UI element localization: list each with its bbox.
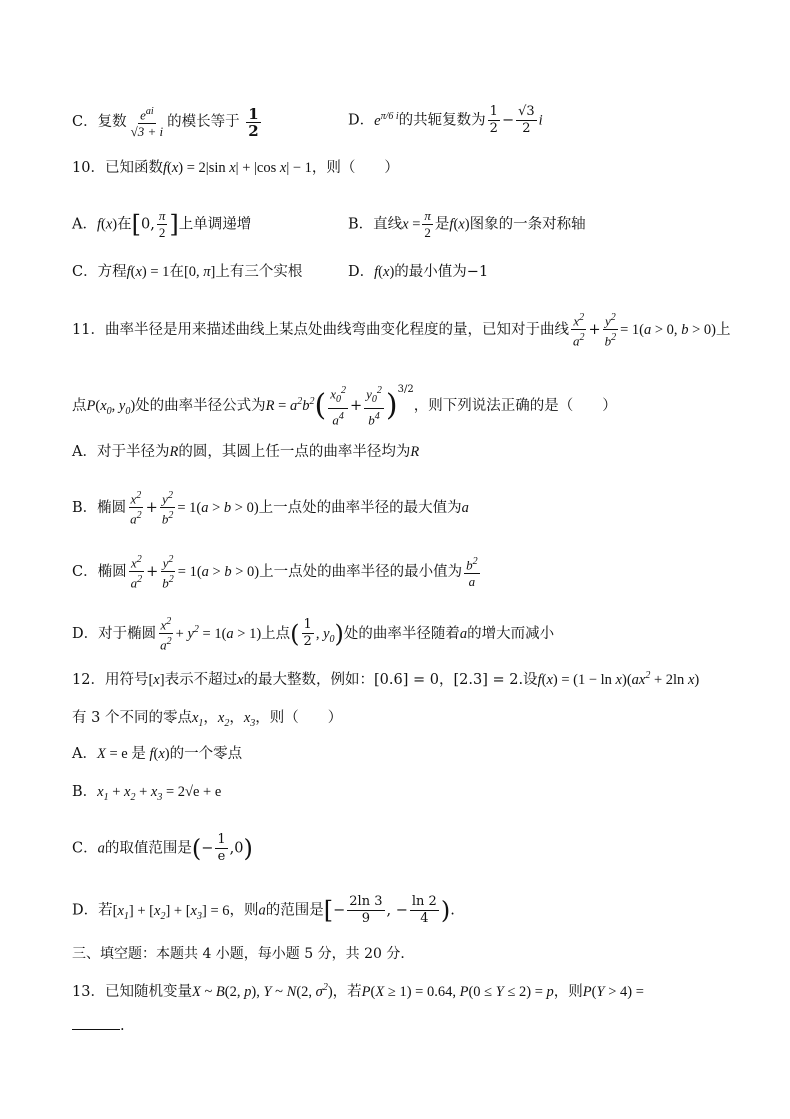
question-text: 处的曲率半径公式为 [135, 398, 266, 414]
q13-stem: 13．已知随机变量X ~ B(2, p), Y ~ N(2, $\sigma^2$)，若P(X ≥ 1) = 0.64, P(0 ≤ Y ≤ 2) = p，则P(Y > 4) = [72, 982, 644, 1000]
q10-stem [72, 158, 399, 178]
formula: $\frac{1}{2}$ [248, 104, 259, 140]
option-label: A．对于半径为 [72, 444, 170, 460]
option-text: 图象的一条对称轴 [469, 216, 586, 233]
formula: f(x) = 1 [126, 264, 170, 280]
option-text: 的模长等于 [167, 114, 240, 131]
q10-option-a: A．f(x)在[0, $\frac{\pi}{2}$ ]上单调递增 [72, 208, 252, 240]
option-text: 上有三个实根 [215, 264, 303, 280]
option-label: B．直线 [348, 216, 403, 233]
option-label: B．椭圆 [72, 499, 127, 516]
formula: f(x) = 2|sin x| + |cos x| − 1 [162, 160, 312, 176]
option-text: 的共轭复数为 [398, 112, 486, 129]
formula: $e^{\pi/6 i}$ [374, 110, 399, 129]
option-text: ，则 [229, 902, 259, 919]
question-text: ，则（ ） [311, 160, 399, 176]
q10-option-b: B．直线x = $\frac{\pi}{2}$ 是f(x)图象的一条对称轴 [348, 208, 586, 240]
question-text: 上 [715, 321, 731, 338]
q12-stem-line2: 有 3 个不同的零点$x_1$，$x_2$，$x_3$，则（ ） [72, 710, 343, 729]
section-title: 三、填空题：本题共 4 小题，每小题 5 分，共 20 分． [72, 946, 415, 962]
q9-option-c [72, 104, 263, 140]
option-text: 的取值范围是 [104, 840, 192, 857]
option-text: 上点 [261, 625, 291, 642]
q13-answer-blank[interactable]: . [72, 1016, 125, 1036]
q11-option-d: D．对于椭圆 $\frac{x^2}{a^2}$ + $y^2 = 1(a > 1)$上点( $\frac{1}{2}$ , $y_0$)处的曲率半径随着a的增大而减小 [72, 616, 555, 653]
q9-option-d: D．$e^{\pi/6 i}$的共轭复数为 $\frac{1}{2}$ − $\frac{√3}{2}$ i [348, 104, 543, 136]
option-text: 上单调递增 [178, 216, 252, 233]
option-text: 的范围是 [265, 902, 324, 919]
question-text: 12．用符号 [72, 671, 149, 688]
option-label: C． [72, 840, 98, 857]
option-text: 是 [434, 216, 450, 233]
option-text: 上一点处的曲率半径的最小值为 [259, 563, 463, 580]
q11-option-c: C．椭圆 $\frac{x^2}{a^2}$ + $\frac{y^2}{b^2}$ = 1(a > b > 0)上一点处的曲率半径的最小值为 $\frac{b^2}{a}$ [72, 554, 478, 591]
formula: $\frac{√3}{2}$ [518, 104, 535, 136]
option-text: 的一个零点 [169, 746, 243, 762]
q11-option-a: A．对于半径为R的圆，其圆上任一点的曲率半径均为R [72, 444, 420, 460]
question-text: 点 [72, 398, 87, 414]
q12-option-b: B．$x_1 + x_2 + x_3 = 2√e + e$ [72, 784, 222, 803]
question-text: ，则下列说法正确的是（ ） [413, 398, 617, 414]
question-text: 表示不超过 [164, 671, 238, 688]
option-text: 上一点处的曲率半径的最大值为 [258, 499, 462, 516]
question-text: 10．已知函数 [72, 160, 163, 176]
q12-stem-line1: 12．用符号[x]表示不超过x的最大整数，例如：[0.6] = 0，[2.3] = 2.设$f(x) = (1 - \ln x)(ax^2 + 2\ln$ x) [72, 670, 700, 688]
question-text: ，则 [553, 983, 583, 1000]
option-label: A． [72, 216, 97, 233]
q11-option-b: B．椭圆 $\frac{x^2}{a^2}$ + $\frac{y^2}{b^2}$ = 1(a > b > 0)上一点处的曲率半径的最大值为a [72, 490, 469, 527]
q12-option-c: C．a的取值范围是(− $\frac{1}{e}$ ,0) [72, 832, 253, 864]
option-label: D．若 [72, 902, 113, 919]
option-label: C．方程 [72, 264, 127, 280]
formula: $\frac{e^{ai}}{√3 + i}$ [130, 106, 164, 140]
option-label: A． [72, 746, 97, 762]
option-text: 的圆，其圆上任一点的曲率半径均为 [178, 444, 411, 460]
section-heading [72, 944, 414, 964]
question-text: ，若 [332, 983, 362, 1000]
question-text: 有 3 个不同的零点 [72, 710, 192, 726]
q10-option-c: C．方程f(x) = 1在[0, π]上有三个实根 [72, 264, 303, 280]
formula: $\frac{1}{2}$ [489, 104, 498, 136]
option-label: B． [72, 784, 98, 800]
q12-option-d: D．若$[x_1] + [x_2] + [x_3] = 6$，则a的范围是[− $\frac{2\ln 3}{9}$ , − $\frac{\ln 2}{4}$ ). [72, 894, 455, 926]
formula: f(x) [374, 264, 395, 280]
option-text: 在 [117, 216, 132, 233]
q12-option-a: A．X = e 是 f(x)的一个零点 [72, 746, 243, 762]
option-text: 在 [169, 264, 184, 280]
option-label: C．复数 [72, 114, 127, 131]
answer-blank[interactable] [72, 1017, 120, 1030]
question-text: 11．曲率半径是用来描述曲线上某点处曲线弯曲变化程度的量，已知对于曲线 [72, 321, 569, 338]
option-label: D． [348, 112, 375, 129]
question-text: 13．已知随机变量 [72, 983, 192, 1000]
formula: x = [402, 216, 421, 233]
option-label: D．对于椭圆 [72, 625, 157, 642]
q10-option-d: D．f(x)的最小值为−1 [348, 264, 489, 280]
option-label: D． [348, 264, 375, 280]
q11-stem-line1: 11．曲率半径是用来描述曲线上某点处曲线弯曲变化程度的量，已知对于曲线 $\frac{x^2}{a^2}$ + $\frac{y^2}{b^2}$ = 1(a > 0, b > 0)上 [72, 312, 731, 349]
question-text: ，则（ ） [255, 710, 343, 726]
question-text: 的最大整数，例如： [243, 671, 375, 688]
option-text: 处的曲率半径随着 [343, 625, 460, 642]
option-text: 的增大而减小 [467, 625, 555, 642]
q11-stem-line2: 点$P(x_0$, $y_0$)处的曲率半径公式为$R = a^2b^2$( $\frac{x_0^2}{a^4}$ + $\frac{y_0^2}{b^4}$ )$^{3/2}$，则下列说法正确的是（ ） [72, 384, 617, 428]
formula: f(x) [96, 216, 118, 233]
option-label: C．椭圆 [72, 563, 127, 580]
option-text: 的最小值为 [394, 264, 467, 280]
